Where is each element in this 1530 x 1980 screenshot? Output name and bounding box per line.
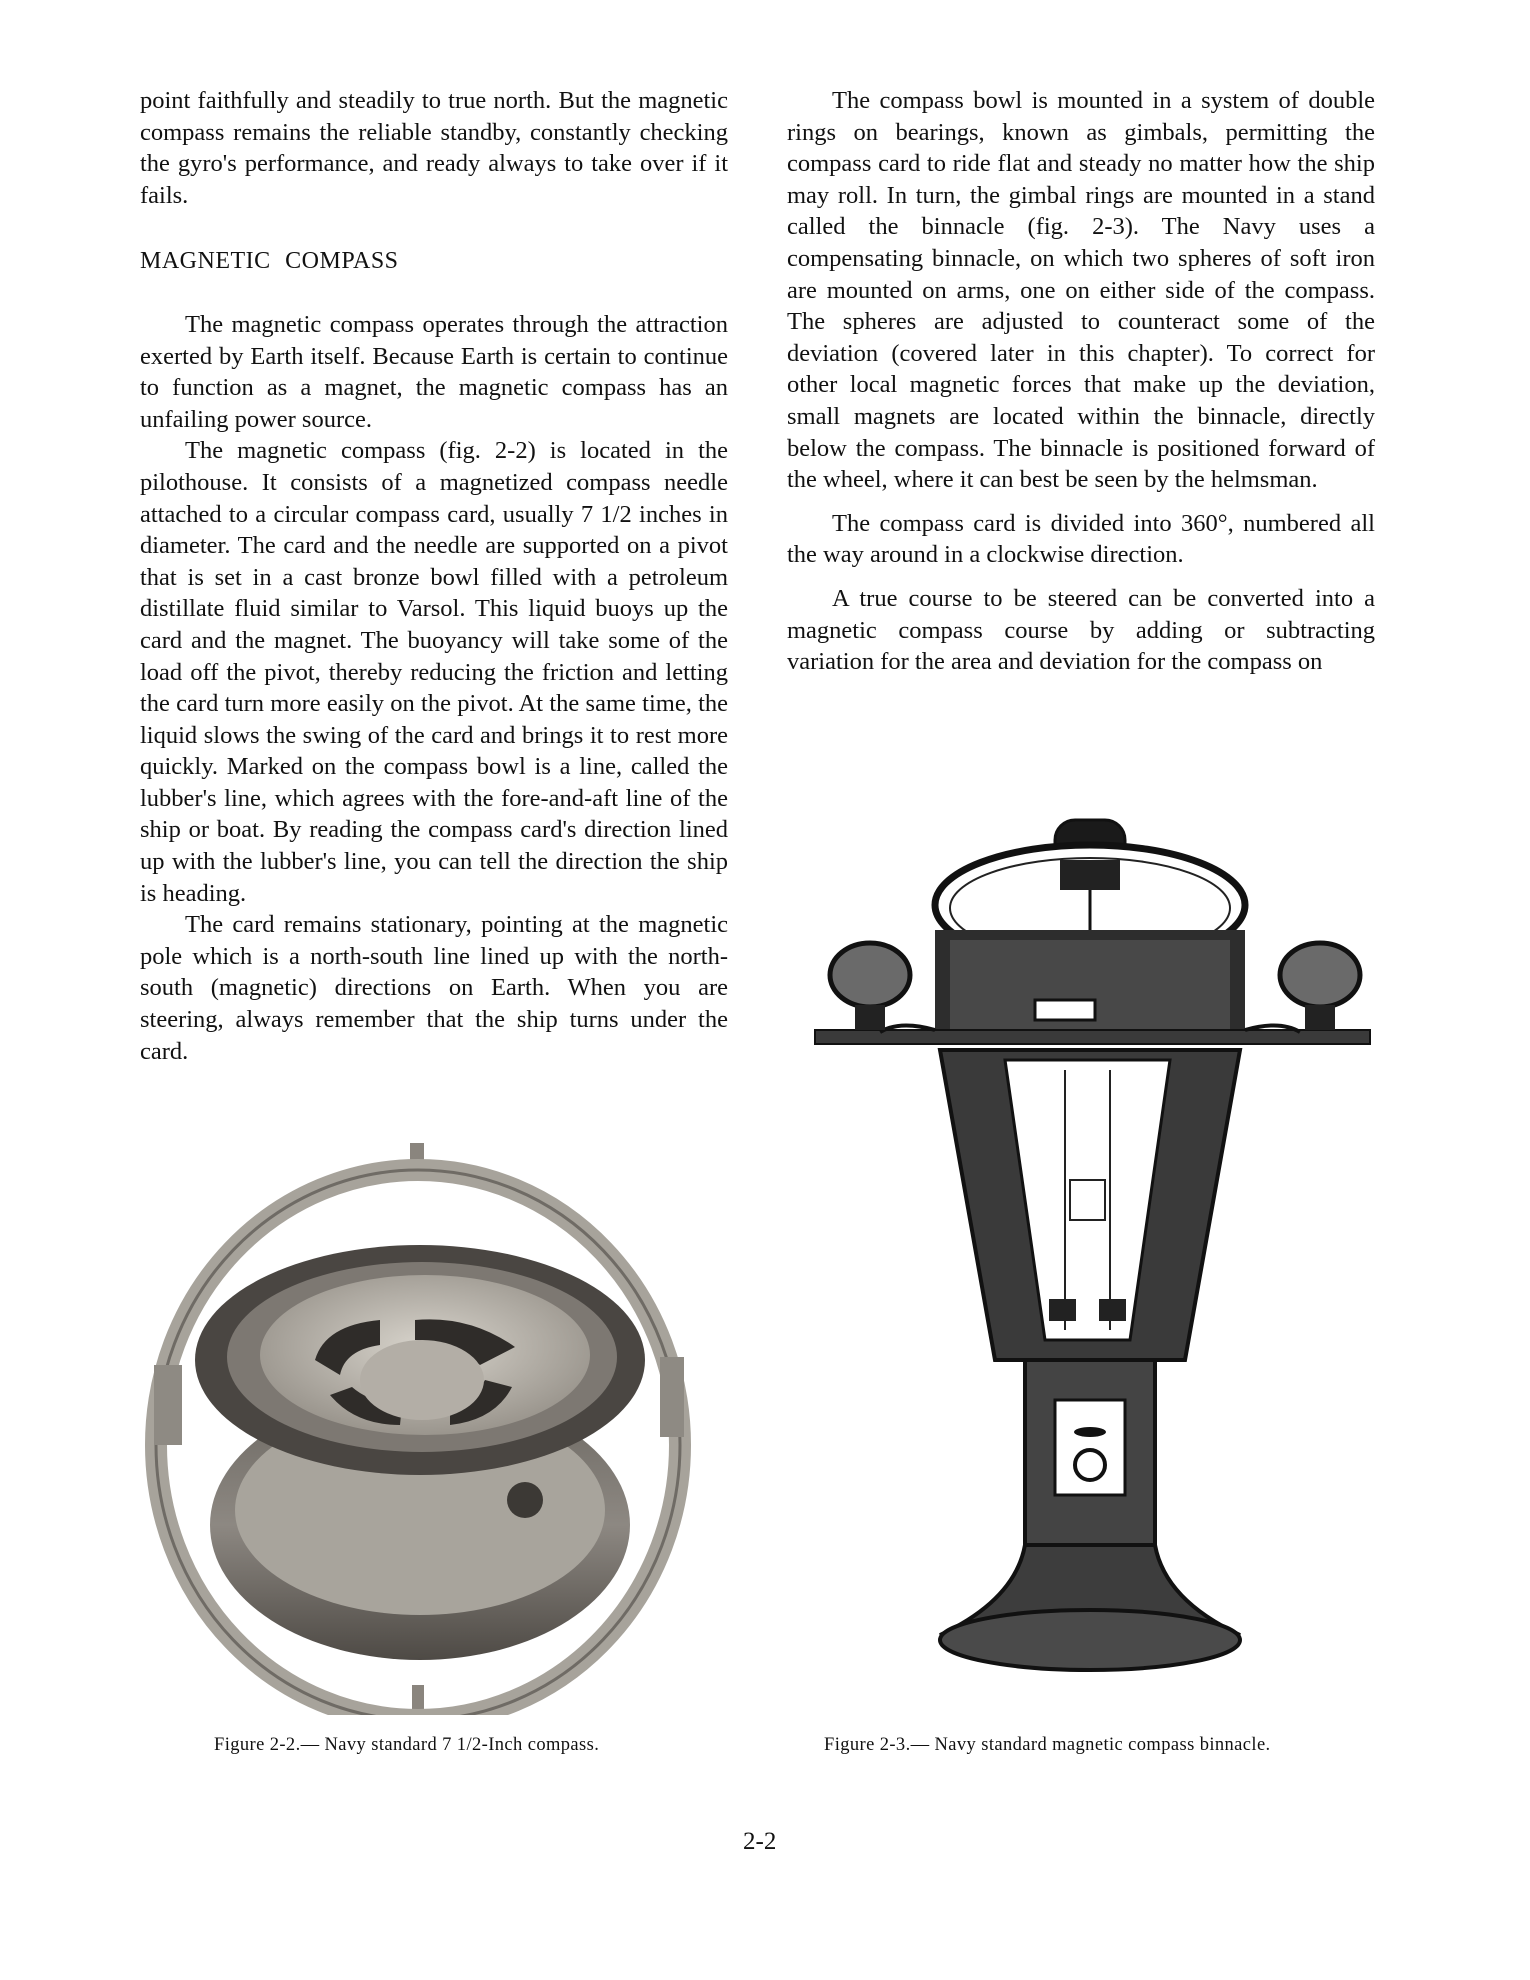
- figure-caption: Figure 2-2.— Navy standard 7 1/2-Inch compass.: [214, 1735, 600, 1755]
- paragraph: The magnetic compass (fig. 2-2) is located in the pilothouse. It consists of a magnetized compass needle attached to a circular compass card, usually 7 1/2 inches in diameter. The card and the needle are supported on a pivot that is set in a cast bronze bowl filled with a petroleum distillate fluid similar to Varsol. This liquid buoys up the card and the magnet. The buoyancy will take some of the load off the pivot, thereby reducing the friction and letting the card turn more easily on the pivot. At the same time, the liquid slows the swing of the card and brings it to rest more quickly. Marked on the compass bowl is a line, called the lubber's line, which agrees with the fore-and-aft line of the ship or boat. By reading the compass card's direction lined up with the lubber's line, you can tell the direction the ship is heading.: [140, 437, 728, 907]
- section-heading: MAGNETIC COMPASS: [140, 248, 399, 275]
- figure-caption: Figure 2-3.— Navy standard magnetic compass binnacle.: [824, 1735, 1271, 1755]
- figure-compass-image: [140, 1125, 700, 1715]
- paragraph: The compass card is divided into 360°, numbered all the way around in a clockwise direction.: [787, 509, 1375, 569]
- left-column: [140, 85, 728, 1067]
- compass-illustration: [140, 1125, 700, 1715]
- figure-binnacle-image: [800, 800, 1380, 1700]
- paragraph: The compass bowl is mounted in a system of double rings on bearings, known as gimbals, permitting the compass card to ride flat and steady no matter how the ship may roll. In turn, the gimbal rings are mounted in a stand called the binnacle (fig. 2-3). The Navy uses a compensating binnacle, on which two spheres of soft iron are mounted on arms, one on either side of the compass. The spheres are adjusted to counteract some of the deviation (covered later in this chapter). To correct for other local magnetic forces that make up the deviation, small magnets are located within the binnacle, directly below the compass. The binnacle is positioned forward of the wheel, where it can best be seen by the helmsman.: [787, 87, 1375, 494]
- page-number: 2-2: [743, 1828, 777, 1855]
- right-column: [787, 85, 1375, 678]
- paragraph: The card remains stationary, pointing at the magnetic pole which is a north-south line lined up with the north-south (magnetic) directions on Earth. When you are steering, always remember that the ship turns under the card.: [140, 911, 728, 1065]
- binnacle-illustration: [800, 800, 1380, 1700]
- paragraph: The magnetic compass operates through the attraction exerted by Earth itself. Because Earth is certain to continue to function as a magnet, the magnetic compass has an unfailing power source.: [140, 310, 728, 433]
- paragraph: A true course to be steered can be converted into a magnetic compass course by adding or subtracting variation for the area and deviation for the compass on: [787, 584, 1375, 676]
- paragraph-continued: point faithfully and steadily to true north. But the magnetic compass remains the reliable standby, constantly checking the gyro's performance, and ready always to take over if it fails.: [140, 87, 728, 209]
